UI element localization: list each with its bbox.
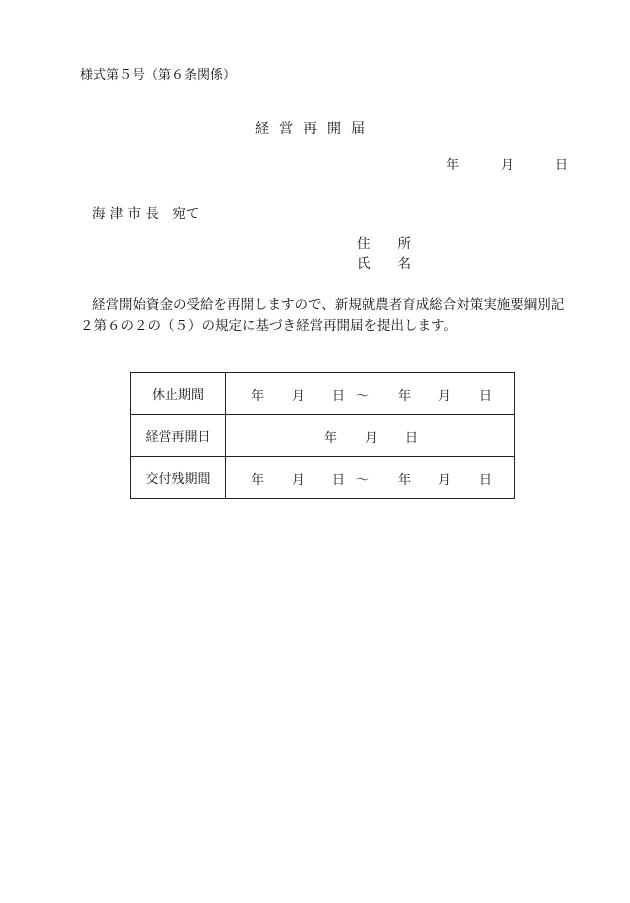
range-tilde: ～ [356, 389, 370, 404]
end-year: 年 [398, 473, 412, 488]
address-label: 住 所 [357, 236, 411, 252]
start-month: 月 [292, 473, 306, 488]
end-month: 月 [438, 389, 452, 404]
suspension-period-cell [226, 373, 515, 415]
start-month: 月 [292, 389, 306, 404]
range-tilde: ～ [356, 473, 370, 488]
body-line-1: 経営開始資金の受給を再開しますので、新規就農者育成総合対策実施要綱別記 [92, 297, 565, 313]
name-label: 氏 名 [357, 256, 411, 272]
start-day: 日 [332, 389, 346, 404]
resume-day: 日 [405, 431, 419, 446]
end-day: 日 [479, 389, 493, 404]
resumption-date-cell [226, 415, 515, 457]
suspension-period-label: 休止期間 [131, 373, 226, 415]
end-month: 月 [438, 473, 452, 488]
form-number: 様式第５号（第６条関係） [80, 68, 237, 83]
resume-year: 年 [324, 431, 338, 446]
date-year-label: 年 [446, 158, 460, 173]
resume-month: 月 [365, 431, 379, 446]
start-day: 日 [332, 473, 346, 488]
start-year: 年 [251, 389, 265, 404]
end-day: 日 [479, 473, 493, 488]
body-line-2: ２第６の２の（５）の規定に基づき経営再開届を提出します。 [80, 318, 457, 334]
table-row [131, 373, 515, 415]
end-year: 年 [398, 389, 412, 404]
remaining-period-label: 交付残期間 [131, 457, 226, 499]
date-month-label: 月 [501, 158, 515, 173]
start-year: 年 [251, 473, 265, 488]
body-text [80, 295, 580, 337]
addressee: 海 津 市 長 宛て [92, 206, 200, 222]
resumption-date-label: 経営再開日 [131, 415, 226, 457]
table-row [131, 415, 515, 457]
remaining-period-cell [226, 457, 515, 499]
table-row [131, 457, 515, 499]
info-table [130, 372, 515, 499]
document-title: 経営再開届 [255, 121, 375, 137]
date-day-label: 日 [555, 158, 569, 173]
